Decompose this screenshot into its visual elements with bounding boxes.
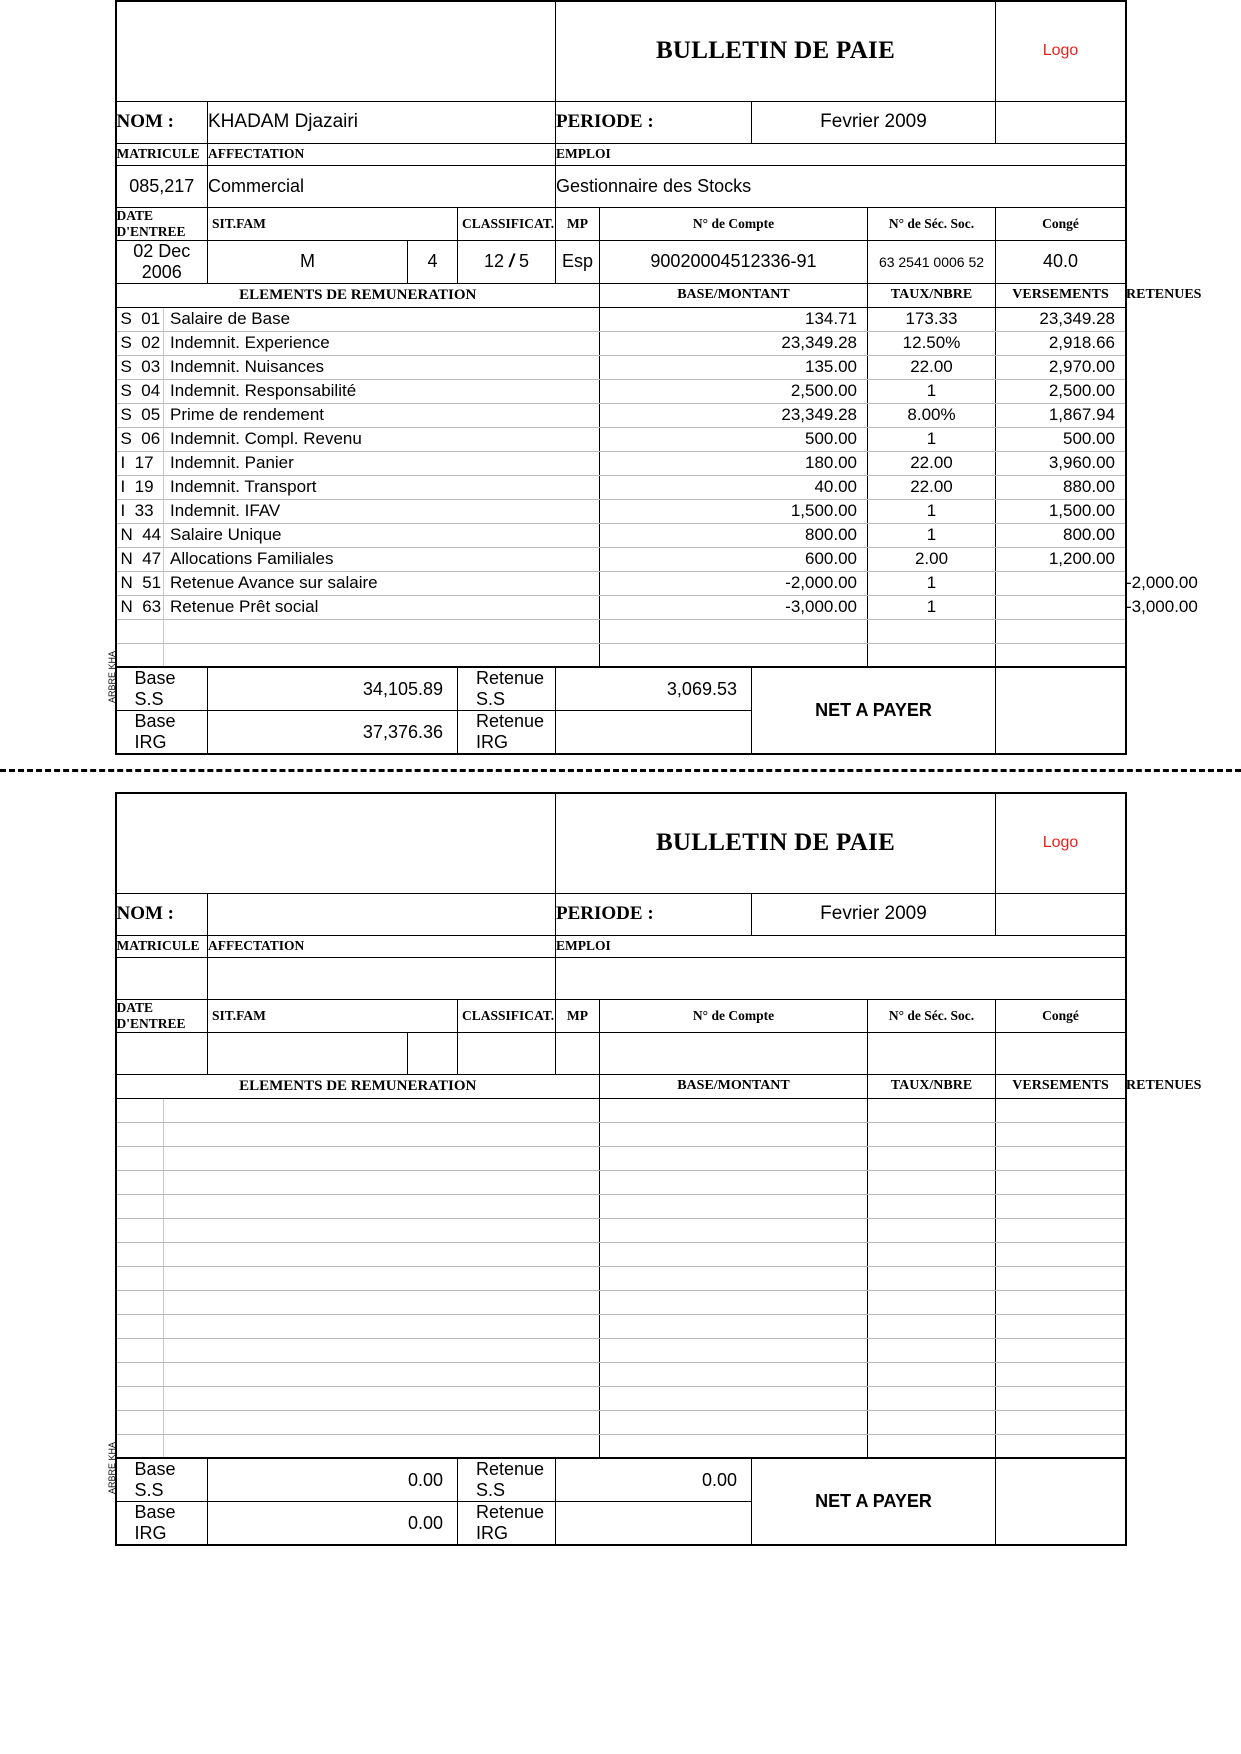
row-taux-nbre	[868, 1218, 996, 1242]
table-row	[116, 355, 1126, 379]
table-row	[116, 1386, 1126, 1410]
row-libelle	[164, 1146, 600, 1170]
table-row	[116, 1146, 1126, 1170]
value-numero-secu	[868, 1032, 996, 1074]
table-row	[116, 1218, 1126, 1242]
table-row	[116, 331, 1126, 355]
payslip-copy	[0, 792, 1241, 1546]
row-taux-nbre	[868, 1242, 996, 1266]
row-code	[116, 1122, 164, 1146]
row-base-montant	[600, 1122, 868, 1146]
value-classificat: 12 / 5	[458, 240, 556, 283]
row-versement: 1,500.00	[996, 499, 1126, 523]
row-libelle: Indemnit. IFAV	[164, 499, 600, 523]
value-periode: Fevrier 2009	[752, 101, 996, 143]
row-versement: 1,200.00	[996, 547, 1126, 571]
label-numero-compte: N° de Compte	[600, 207, 868, 240]
table-row	[116, 1098, 1126, 1122]
label-emploi: EMPLOI	[556, 935, 1126, 957]
row-libelle: Indemnit. Experience	[164, 331, 600, 355]
value-base-irg: 0.00	[208, 1502, 458, 1546]
label-classificat: CLASSIFICAT.	[458, 999, 556, 1032]
row-taux-nbre: 1	[868, 379, 996, 403]
row-code	[116, 1146, 164, 1170]
label-retenue-irg: Retenue IRG	[458, 711, 556, 755]
row-base-montant	[600, 1146, 868, 1170]
label-matricule: MATRICULE	[116, 935, 208, 957]
row-libelle	[164, 1434, 600, 1458]
row-taux-nbre	[868, 1146, 996, 1170]
row-taux-nbre: 1	[868, 523, 996, 547]
label-numero-secu: N° de Séc. Soc.	[868, 207, 996, 240]
row-base-montant	[600, 1194, 868, 1218]
row-versement	[996, 619, 1126, 643]
row-versement	[996, 1218, 1126, 1242]
row-code	[116, 1434, 164, 1458]
logo-placeholder: Logo	[996, 1, 1126, 101]
table-row	[116, 379, 1126, 403]
header-spacer-cell	[996, 893, 1126, 935]
value-net-a-payer	[996, 667, 1126, 754]
row-libelle: Retenue Avance sur salaire	[164, 571, 600, 595]
row-base-montant	[600, 1362, 868, 1386]
value-emploi	[556, 957, 1126, 999]
row-libelle	[164, 619, 600, 643]
row-taux-nbre	[868, 1122, 996, 1146]
label-nom: NOM :	[116, 101, 208, 143]
row-versement	[996, 1386, 1126, 1410]
table-row	[116, 403, 1126, 427]
value-base-ss: 0.00	[208, 1458, 458, 1502]
value-sit-fam-statut	[208, 1032, 408, 1074]
value-emploi: Gestionnaire des Stocks	[556, 165, 1126, 207]
label-base-irg: Base IRG	[116, 711, 208, 755]
value-matricule	[116, 957, 208, 999]
row-libelle	[164, 1170, 600, 1194]
value-date-entree: 02 Dec 2006	[116, 240, 208, 283]
header-spacer-cell	[996, 101, 1126, 143]
label-sit-fam: SIT.FAM	[208, 207, 458, 240]
label-numero-compte: N° de Compte	[600, 999, 868, 1032]
row-versement: 23,349.28	[996, 307, 1126, 331]
row-base-montant: -3,000.00	[600, 595, 868, 619]
row-code: N 44	[116, 523, 164, 547]
row-code	[116, 1362, 164, 1386]
row-libelle	[164, 643, 600, 667]
table-row	[116, 427, 1126, 451]
row-code	[116, 619, 164, 643]
column-header-versements: VERSEMENTS	[996, 283, 1126, 307]
row-taux-nbre	[868, 1338, 996, 1362]
row-libelle	[164, 1266, 600, 1290]
row-base-montant	[600, 1266, 868, 1290]
row-libelle	[164, 1242, 600, 1266]
table-row	[116, 1266, 1126, 1290]
row-base-montant: 2,500.00	[600, 379, 868, 403]
payslip-table: BULLETIN DE PAIE Logo NOM : PERIODE : Fevrier 2009 MATRICULE AFFECTATION EMPLOI DATE D'ENTREE SIT.FAM CLASSIFICAT. MP N° de Compte N° de Séc. Soc. Congé ELEMENTS DE REMUNERATION BASE/MONTANT TAUX/NBRE VERSEMENTS RETENUES Base S.S 0.00 Retenue S.S 0.00 NET A PAYER Base IRG 0.00 Retenue IRG	[115, 792, 1127, 1546]
row-libelle	[164, 1362, 600, 1386]
value-classificat	[458, 1032, 556, 1074]
table-row	[116, 1338, 1126, 1362]
payslip-primary	[0, 0, 1241, 755]
column-header-taux-nbre: TAUX/NBRE	[868, 283, 996, 307]
row-taux-nbre: 173.33	[868, 307, 996, 331]
value-retenue-ss: 0.00	[556, 1458, 752, 1502]
label-date-entree: DATE D'ENTREE	[116, 207, 208, 240]
row-libelle	[164, 1290, 600, 1314]
row-code: N 51	[116, 571, 164, 595]
column-header-versements: VERSEMENTS	[996, 1074, 1126, 1098]
row-taux-nbre	[868, 1266, 996, 1290]
document-title: BULLETIN DE PAIE	[556, 793, 996, 893]
row-base-montant: 600.00	[600, 547, 868, 571]
row-base-montant	[600, 1098, 868, 1122]
column-header-elements: ELEMENTS DE REMUNERATION	[116, 1074, 600, 1098]
row-taux-nbre: 2.00	[868, 547, 996, 571]
table-row: N 51 Retenue Avance sur salaire -2,000.00 1 -2,000.00	[116, 571, 1126, 595]
side-margin-mark: ARBRE KHA	[107, 1441, 117, 1494]
label-periode: PERIODE :	[556, 893, 752, 935]
value-matricule: 085,217	[116, 165, 208, 207]
label-base-ss: Base S.S	[116, 1458, 208, 1502]
label-date-entree: DATE D'ENTREE	[116, 999, 208, 1032]
row-code: S 01	[116, 307, 164, 331]
row-libelle	[164, 1386, 600, 1410]
row-versement: 500.00	[996, 427, 1126, 451]
column-header-base-montant: BASE/MONTANT	[600, 283, 868, 307]
row-versement	[996, 1410, 1126, 1434]
value-numero-compte: 90020004512336-91	[600, 240, 868, 283]
row-base-montant	[600, 1314, 868, 1338]
table-row	[116, 451, 1126, 475]
label-sit-fam: SIT.FAM	[208, 999, 458, 1032]
row-taux-nbre: 22.00	[868, 451, 996, 475]
value-mp: Esp	[556, 240, 600, 283]
value-periode: Fevrier 2009	[752, 893, 996, 935]
logo-placeholder: Logo	[996, 793, 1126, 893]
table-row	[116, 1242, 1126, 1266]
row-versement	[996, 1338, 1126, 1362]
row-libelle: Prime de rendement	[164, 403, 600, 427]
row-libelle: Allocations Familiales	[164, 547, 600, 571]
row-taux-nbre	[868, 1386, 996, 1410]
row-code: N 63	[116, 595, 164, 619]
value-affectation: Commercial	[208, 165, 556, 207]
row-code: I 17	[116, 451, 164, 475]
value-mp	[556, 1032, 600, 1074]
row-taux-nbre: 12.50%	[868, 331, 996, 355]
row-libelle: Retenue Prêt social	[164, 595, 600, 619]
row-base-montant: 40.00	[600, 475, 868, 499]
row-versement	[996, 1290, 1126, 1314]
row-code	[116, 643, 164, 667]
row-code	[116, 1170, 164, 1194]
row-taux-nbre	[868, 643, 996, 667]
label-retenue-irg: Retenue IRG	[458, 1502, 556, 1546]
label-net-a-payer: NET A PAYER	[752, 1458, 996, 1545]
label-affectation: AFFECTATION	[208, 935, 556, 957]
row-base-montant: 1,500.00	[600, 499, 868, 523]
table-row	[116, 1170, 1126, 1194]
value-retenue-irg	[556, 711, 752, 755]
row-versement	[996, 1122, 1126, 1146]
label-mp: MP	[556, 999, 600, 1032]
label-retenue-ss: Retenue S.S	[458, 1458, 556, 1502]
row-code	[116, 1218, 164, 1242]
row-taux-nbre: 22.00	[868, 355, 996, 379]
value-nom: KHADAM Djazairi	[208, 101, 556, 143]
row-libelle: Indemnit. Transport	[164, 475, 600, 499]
row-code: S 03	[116, 355, 164, 379]
table-row	[116, 523, 1126, 547]
row-versement: 800.00	[996, 523, 1126, 547]
row-code: N 47	[116, 547, 164, 571]
row-taux-nbre: 1	[868, 571, 996, 595]
label-numero-secu: N° de Séc. Soc.	[868, 999, 996, 1032]
row-libelle: Indemnit. Panier	[164, 451, 600, 475]
row-taux-nbre	[868, 1098, 996, 1122]
table-row	[116, 1362, 1126, 1386]
row-base-montant: 800.00	[600, 523, 868, 547]
row-code	[116, 1242, 164, 1266]
row-libelle: Indemnit. Nuisances	[164, 355, 600, 379]
row-versement: 2,970.00	[996, 355, 1126, 379]
label-retenue-ss: Retenue S.S	[458, 667, 556, 711]
row-versement	[996, 1242, 1126, 1266]
value-conge	[996, 1032, 1126, 1074]
value-date-entree	[116, 1032, 208, 1074]
row-base-montant	[600, 1170, 868, 1194]
row-base-montant	[600, 1242, 868, 1266]
column-header-elements: ELEMENTS DE REMUNERATION	[116, 283, 600, 307]
table-row	[116, 1194, 1126, 1218]
label-base-irg: Base IRG	[116, 1502, 208, 1546]
row-taux-nbre	[868, 1362, 996, 1386]
value-numero-compte	[600, 1032, 868, 1074]
payslip-table: BULLETIN DE PAIE Logo NOM : KHADAM Djazairi PERIODE : Fevrier 2009 MATRICULE AFFECTATION EMPLOI 085,217 Commercial Gestionnaire des Stocks DATE D'ENTREE SIT.FAM CLASSIFICAT. MP N° de Compte N° de Séc. Soc. Congé 02 Dec 2006 M 4 12 / 5 Esp 90020004512336-91 63 2541 0006 52 40.0 ELEMENTS DE REMUNERATION BASE/MONTANT TAUX/NBRE VERSEMENTS RETENUES S 01 Salaire de Base 134.71 173.33 23,349.28 S 02 Indemnit. Experience 23,349.28 12.50% 2,918.66 S 03 Indemnit. Nuisances 135.00 22.00 2,970.00 S 04 Indemnit. Responsabilité 2,500.00 1 2,500.00 S 05 Prime de rendement 23,349.28 8.00% 1,867.94 S 06 Indemnit. Compl. Revenu 500.00 1 500.00 I 17 Indemnit. Panier 180.00 22.00 3,960.00 I 19 Indemnit. Transport 40.00 22.00 880.00 I 33 Indemnit. IFAV 1,500.00 1 1,500.00 N 44 Salaire Unique 800.00 1 800.00 N 47 Allocations Familiales 600.00 2.00 1,200.00 N 51 Retenue Avance sur salaire -2,000.00 1 -2,000.00 N 63 Retenue Prêt social -3,000.00 1 -3,000.00 Base S.S 34,105.89 Retenue S.S 3,069.53 NET A PAYER Base IRG 37,376.36 Retenue IRG	[115, 0, 1127, 755]
row-base-montant	[600, 1218, 868, 1242]
row-base-montant	[600, 619, 868, 643]
row-versement	[996, 1194, 1126, 1218]
row-libelle	[164, 1218, 600, 1242]
row-taux-nbre	[868, 1194, 996, 1218]
table-row	[116, 547, 1126, 571]
row-versement	[996, 595, 1126, 619]
row-versement	[996, 1314, 1126, 1338]
row-base-montant	[600, 1386, 868, 1410]
row-versement	[996, 1266, 1126, 1290]
label-net-a-payer: NET A PAYER	[752, 667, 996, 754]
value-base-irg: 37,376.36	[208, 711, 458, 755]
row-code	[116, 1410, 164, 1434]
row-versement	[996, 1170, 1126, 1194]
row-libelle	[164, 1338, 600, 1362]
row-versement: 2,918.66	[996, 331, 1126, 355]
row-versement	[996, 1434, 1126, 1458]
row-versement: 2,500.00	[996, 379, 1126, 403]
table-row	[116, 1410, 1126, 1434]
employer-logo-box	[116, 793, 556, 893]
column-header-taux-nbre: TAUX/NBRE	[868, 1074, 996, 1098]
row-code	[116, 1266, 164, 1290]
table-row	[116, 1434, 1126, 1458]
row-base-montant	[600, 1410, 868, 1434]
value-conge: 40.0	[996, 240, 1126, 283]
table-row	[116, 643, 1126, 667]
label-mp: MP	[556, 207, 600, 240]
row-taux-nbre	[868, 1434, 996, 1458]
row-code	[116, 1386, 164, 1410]
row-code: I 33	[116, 499, 164, 523]
label-nom: NOM :	[116, 893, 208, 935]
row-code: S 02	[116, 331, 164, 355]
row-versement: 3,960.00	[996, 451, 1126, 475]
value-sit-fam-statut: M	[208, 240, 408, 283]
row-code: I 19	[116, 475, 164, 499]
value-affectation	[208, 957, 556, 999]
row-code: S 05	[116, 403, 164, 427]
row-base-montant: 135.00	[600, 355, 868, 379]
label-base-ss: Base S.S	[116, 667, 208, 711]
row-base-montant	[600, 1338, 868, 1362]
value-retenue-ss: 3,069.53	[556, 667, 752, 711]
row-base-montant: 500.00	[600, 427, 868, 451]
row-taux-nbre	[868, 619, 996, 643]
row-code	[116, 1338, 164, 1362]
table-row	[116, 475, 1126, 499]
row-versement	[996, 643, 1126, 667]
value-numero-secu: 63 2541 0006 52	[868, 240, 996, 283]
label-classificat: CLASSIFICAT.	[458, 207, 556, 240]
row-taux-nbre	[868, 1410, 996, 1434]
table-row	[116, 619, 1126, 643]
row-code	[116, 1098, 164, 1122]
row-libelle: Indemnit. Responsabilité	[164, 379, 600, 403]
row-base-montant	[600, 643, 868, 667]
row-taux-nbre: 1	[868, 595, 996, 619]
side-margin-mark: ARBRE KHA	[107, 650, 117, 703]
row-code	[116, 1290, 164, 1314]
value-retenue-irg	[556, 1502, 752, 1546]
row-versement: 1,867.94	[996, 403, 1126, 427]
table-row	[116, 499, 1126, 523]
row-taux-nbre: 1	[868, 499, 996, 523]
document-title: BULLETIN DE PAIE	[556, 1, 996, 101]
label-emploi: EMPLOI	[556, 143, 1126, 165]
table-row	[116, 307, 1126, 331]
row-libelle: Salaire Unique	[164, 523, 600, 547]
row-taux-nbre: 22.00	[868, 475, 996, 499]
row-base-montant: -2,000.00	[600, 571, 868, 595]
row-libelle	[164, 1314, 600, 1338]
row-versement	[996, 1362, 1126, 1386]
table-row	[116, 1290, 1126, 1314]
value-sit-fam-nbre	[408, 1032, 458, 1074]
value-sit-fam-nbre: 4	[408, 240, 458, 283]
table-row	[116, 1314, 1126, 1338]
row-libelle	[164, 1410, 600, 1434]
row-base-montant: 134.71	[600, 307, 868, 331]
row-base-montant	[600, 1434, 868, 1458]
row-libelle: Salaire de Base	[164, 307, 600, 331]
row-base-montant: 23,349.28	[600, 331, 868, 355]
row-taux-nbre	[868, 1314, 996, 1338]
row-taux-nbre	[868, 1170, 996, 1194]
row-versement	[996, 571, 1126, 595]
row-versement: 880.00	[996, 475, 1126, 499]
row-libelle: Indemnit. Compl. Revenu	[164, 427, 600, 451]
row-taux-nbre	[868, 1290, 996, 1314]
row-base-montant: 180.00	[600, 451, 868, 475]
value-net-a-payer	[996, 1458, 1126, 1545]
label-conge: Congé	[996, 999, 1126, 1032]
row-code	[116, 1194, 164, 1218]
label-affectation: AFFECTATION	[208, 143, 556, 165]
label-matricule: MATRICULE	[116, 143, 208, 165]
label-periode: PERIODE :	[556, 101, 752, 143]
label-conge: Congé	[996, 207, 1126, 240]
row-versement	[996, 1098, 1126, 1122]
row-base-montant	[600, 1290, 868, 1314]
row-base-montant: 23,349.28	[600, 403, 868, 427]
row-taux-nbre: 8.00%	[868, 403, 996, 427]
value-nom	[208, 893, 556, 935]
table-row: N 63 Retenue Prêt social -3,000.00 1 -3,000.00	[116, 595, 1126, 619]
row-code: S 04	[116, 379, 164, 403]
row-libelle	[164, 1194, 600, 1218]
column-header-base-montant: BASE/MONTANT	[600, 1074, 868, 1098]
row-libelle	[164, 1098, 600, 1122]
employer-logo-box	[116, 1, 556, 101]
row-code: S 06	[116, 427, 164, 451]
row-taux-nbre: 1	[868, 427, 996, 451]
table-row	[116, 1122, 1126, 1146]
row-code	[116, 1314, 164, 1338]
row-libelle	[164, 1122, 600, 1146]
row-versement	[996, 1146, 1126, 1170]
value-base-ss: 34,105.89	[208, 667, 458, 711]
